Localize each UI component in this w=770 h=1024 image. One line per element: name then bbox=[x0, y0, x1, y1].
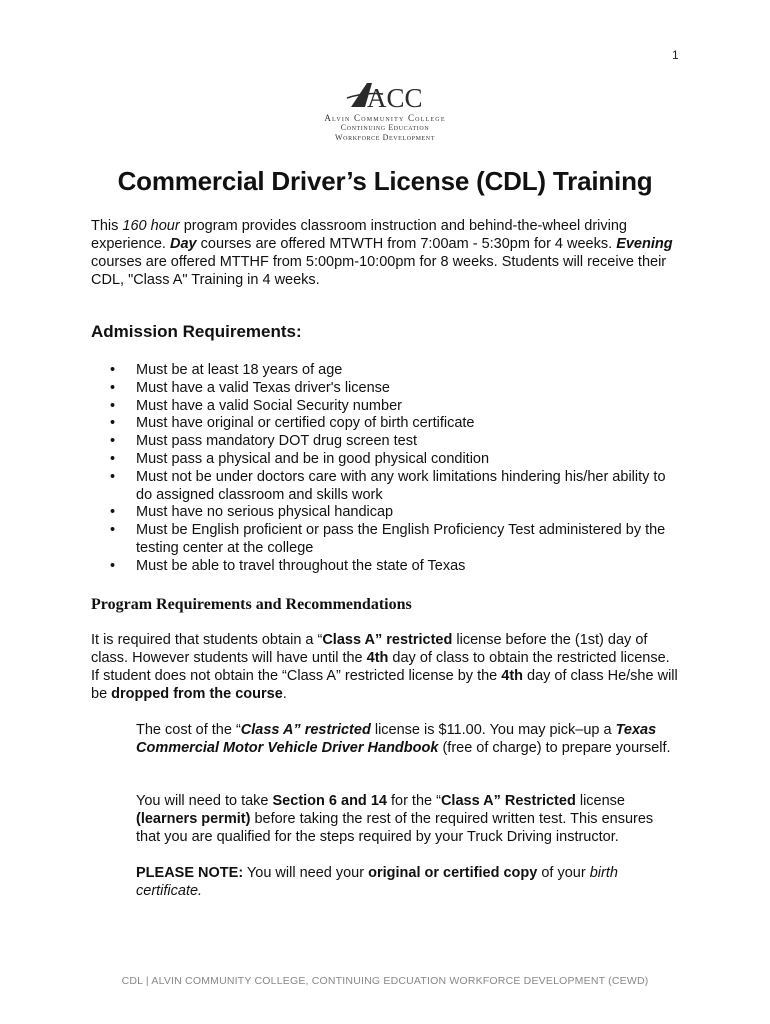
list-item bbox=[110, 380, 680, 398]
page-footer: CDL | ALVIN COMMUNITY COLLEGE, CONTINUING EDCUATION WORKFORCE DEVELOPMENT (CEWD) bbox=[121, 975, 649, 987]
list-item bbox=[110, 522, 680, 558]
list-item bbox=[110, 433, 680, 451]
requirement-text: Must have a valid Social Security number bbox=[136, 397, 402, 414]
bullet: • bbox=[110, 415, 116, 432]
emphasis: Texas Commercial Motor Vehicle Driver Handbook bbox=[136, 722, 657, 756]
bullet: • bbox=[110, 397, 116, 414]
list-item bbox=[110, 362, 680, 380]
admission-list bbox=[110, 362, 680, 576]
paragraph-text: . bbox=[282, 686, 287, 702]
emphasis: Section 6 and 14 bbox=[272, 793, 387, 809]
bullet: • bbox=[110, 522, 116, 539]
paragraph-text: (free of charge) to prepare yourself. bbox=[438, 740, 671, 756]
list-item bbox=[110, 415, 680, 433]
emphasis: Class A” restricted bbox=[240, 722, 371, 738]
requirement-text: Must not be under doctors care with any work limitations hindering his/her ability to do assigned classroom and skills work bbox=[136, 468, 666, 503]
college-logo bbox=[300, 80, 470, 143]
emphasis: original or certified copy bbox=[368, 865, 538, 881]
requirement-text: Must have original or certified copy of birth certificate bbox=[136, 415, 475, 432]
bullet: • bbox=[110, 433, 116, 450]
logo-mark-text: ACC bbox=[367, 83, 423, 110]
bullet: • bbox=[110, 504, 116, 521]
logo-line-workforce: Workforce Development bbox=[335, 133, 435, 142]
program-requirements-paragraph bbox=[91, 631, 681, 703]
requirement-text: Must pass a physical and be in good physical condition bbox=[136, 450, 490, 467]
emphasis: (learners permit) bbox=[136, 811, 251, 827]
requirement-text: Must be at least 18 years of age bbox=[136, 362, 343, 378]
acc-logo-mark bbox=[345, 80, 425, 110]
logo-line-continuing: Continuing Education bbox=[340, 123, 430, 132]
emphasis: dropped from the course bbox=[111, 686, 283, 702]
page-number: 1 bbox=[672, 48, 679, 62]
bullet: • bbox=[110, 557, 116, 574]
paragraph-text: It is required that students obtain a “ bbox=[91, 632, 323, 648]
section-paragraph bbox=[136, 792, 681, 846]
emphasis: Class A” restricted bbox=[322, 632, 453, 648]
intro-day: Day bbox=[170, 236, 197, 252]
intro-text: program provides classroom instruction and behind-the-wheel driving experience. bbox=[91, 218, 627, 252]
paragraph-text: license bbox=[575, 793, 625, 809]
requirement-text: Must have a valid Texas driver's license bbox=[136, 379, 390, 396]
paragraph-text: day of class He/she will be bbox=[91, 668, 678, 702]
intro-text: This bbox=[91, 218, 123, 234]
intro-evening: Evening bbox=[616, 236, 673, 252]
list-item bbox=[110, 398, 680, 416]
emphasis: birth certificate. bbox=[136, 865, 618, 899]
bullet: • bbox=[110, 379, 116, 396]
bullet: • bbox=[110, 362, 116, 378]
requirement-text: Must have no serious physical handicap bbox=[136, 504, 394, 521]
note-paragraph bbox=[136, 864, 681, 900]
paragraph-text: day of class to obtain the restricted license. If student does not obtain the “Class A” restricted license by the bbox=[91, 650, 670, 684]
list-item bbox=[110, 451, 680, 469]
paragraph-text: license before the (1st) day of class. However students will have until the bbox=[91, 632, 648, 666]
note-label: PLEASE NOTE: bbox=[136, 865, 244, 881]
document-title: Commercial Driver’s License (CDL) Training bbox=[117, 166, 653, 196]
logo-college-name: Alvin Community College bbox=[324, 113, 446, 123]
intro-text: courses are offered MTTHF from 5:00pm-10:00pm for 8 weeks. Students will receive their CDL, "Class A" Training in 4 weeks. bbox=[91, 254, 667, 288]
emphasis: Class A” Restricted bbox=[440, 793, 576, 809]
emphasis: 4th bbox=[501, 668, 523, 684]
emphasis: 4th bbox=[366, 650, 389, 666]
paragraph-text: before taking the rest of the required written test. This ensures that you are qualified for the steps required by your Truck Driving instructor. bbox=[136, 811, 654, 845]
paragraph-text: You will need to take bbox=[136, 793, 273, 809]
requirement-text: Must be able to travel throughout the state of Texas bbox=[136, 557, 466, 574]
paragraph-text: license is $11.00. You may pick–up a bbox=[370, 722, 616, 738]
intro-paragraph bbox=[91, 217, 681, 289]
paragraph-text: for the “ bbox=[386, 793, 441, 809]
admission-heading: Admission Requirements: bbox=[91, 322, 302, 341]
requirement-text: Must pass mandatory DOT drug screen test bbox=[136, 433, 417, 450]
cost-paragraph bbox=[136, 721, 681, 757]
requirement-text: Must be English proficient or pass the English Proficiency Test administered by the testing center at the college bbox=[136, 522, 666, 556]
list-item bbox=[110, 469, 680, 505]
intro-text: courses are offered MTWTH from 7:00am - 5:30pm for 4 weeks. bbox=[196, 236, 617, 252]
bullet: • bbox=[110, 450, 116, 467]
intro-hours: 160 hour bbox=[122, 218, 180, 234]
list-item bbox=[110, 504, 680, 522]
program-heading: Program Requirements and Recommendations bbox=[91, 596, 412, 613]
bullet: • bbox=[110, 468, 116, 485]
list-item bbox=[110, 558, 680, 576]
paragraph-text: The cost of the “ bbox=[136, 722, 241, 738]
paragraph-text: of your bbox=[537, 865, 590, 881]
paragraph-text: You will need your bbox=[243, 865, 369, 881]
